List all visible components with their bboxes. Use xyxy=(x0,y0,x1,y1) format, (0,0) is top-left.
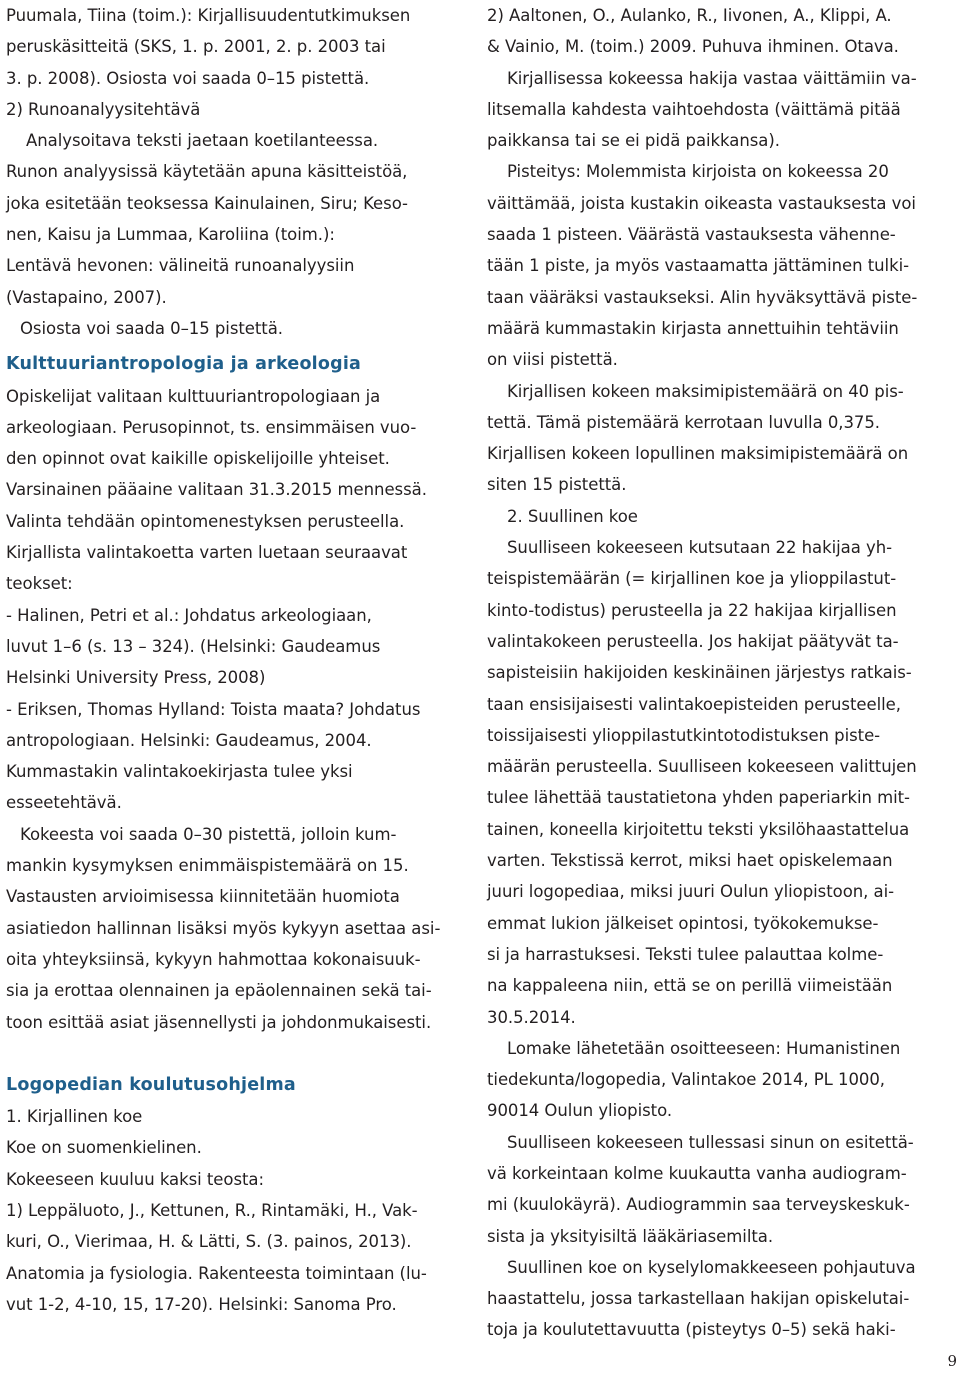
text-line: juuri logopediaa, miksi juuri Oulun yliopistoon, ai- xyxy=(487,882,895,902)
text-line: määrä kummastakin kirjasta annettuihin tehtäviin xyxy=(487,318,899,338)
text-line: 3. p. 2008). Osiosta voi saada 0–15 pistettä. xyxy=(6,68,370,88)
section-heading-speech-therapy: Logopedian koulutusohjelma xyxy=(6,1074,296,1095)
text-line: taan vääräksi vastaukseksi. Alin hyväksyttävä piste- xyxy=(487,287,918,307)
text-line: 30.5.2014. xyxy=(487,1007,576,1027)
text-line: mankin kysymyksen enimmäispistemäärä on 15. xyxy=(6,856,409,876)
text-line: litsemalla kahdesta vaihtoehdosta (väittämä pitää xyxy=(487,99,901,119)
text-line: Pisteitys: Molemmista kirjoista on kokeessa 20 xyxy=(507,162,889,182)
text-line: teokset: xyxy=(6,574,73,594)
text-line: (Vastapaino, 2007). xyxy=(6,287,167,307)
text-line: haastattelu, jossa tarkastellaan hakijan opiskelutai- xyxy=(487,1289,910,1309)
text-line: Opiskelijat valitaan kulttuuriantropologiaan ja xyxy=(6,386,381,406)
text-line: Kirjallisen kokeen maksimipistemäärä on 40 pis- xyxy=(507,381,904,401)
text-line: saada 1 pisteen. Väärästä vastauksesta vähenne- xyxy=(487,225,896,245)
text-line: vut 1-2, 4-10, 15, 17-20). Helsinki: Sanoma Pro. xyxy=(6,1294,397,1314)
text-line: Analysoitava teksti jaetaan koetilanteessa. xyxy=(26,131,379,151)
text-line: Osiosta voi saada 0–15 pistettä. xyxy=(20,318,283,338)
text-line: asiatiedon hallinnan lisäksi myös kykyyn asettaa asi- xyxy=(6,918,441,938)
text-line: Anatomia ja fysiologia. Rakenteesta toimintaan (lu- xyxy=(6,1263,427,1283)
text-line: varten. Tekstissä kerrot, miksi haet opiskelemaan xyxy=(487,851,893,871)
text-line: 2) Aaltonen, O., Aulanko, R., Iivonen, A., Klippi, A. xyxy=(487,6,892,25)
text-line: Vastausten arvioimisessa kiinnitetään huomiota xyxy=(6,887,400,907)
text-line: valintakokeen perusteella. Jos hakijat päätyvät ta- xyxy=(487,631,899,651)
text-line: peruskäsitteitä (SKS, 1. p. 2001, 2. p. 2003 tai xyxy=(6,37,386,57)
text-line: Helsinki University Press, 2008) xyxy=(6,668,266,688)
text-line: Puumala, Tiina (toim.): Kirjallisuudentutkimuksen xyxy=(6,6,411,25)
text-line: Kirjallisessa kokeessa hakija vastaa väittämiin va- xyxy=(507,68,917,88)
text-line: Kokeesta voi saada 0–30 pistettä, jolloin kum- xyxy=(20,824,397,844)
text-line: joka esitetään teoksessa Kainulainen, Siru; Keso- xyxy=(6,193,408,213)
text-line: paikkansa tai se ei pidä paikkansa). xyxy=(487,131,780,151)
text-line: Suulliseen kokeeseen tullessasi sinun on esitettä- xyxy=(507,1132,914,1152)
text-line: mi (kuulokäyrä). Audiogrammin saa terveyskeskuk- xyxy=(487,1195,910,1215)
text-line: tiedekunta/logopedia, Valintakoe 2014, PL 1000, xyxy=(487,1070,886,1090)
text-line: tään 1 piste, ja myös vastaamatta jättäminen tulki- xyxy=(487,256,910,276)
text-line: on viisi pistettä. xyxy=(487,350,618,370)
text-line: Varsinainen pääaine valitaan 31.3.2015 mennessä. xyxy=(6,480,427,500)
text-line: nen, Kaisu ja Lummaa, Karoliina (toim.): xyxy=(6,225,335,245)
text-line: tettä. Tämä pistemäärä kerrotaan luvulla 0,375. xyxy=(487,412,881,432)
text-line: tainen, koneella kirjoitettu teksti yksilöhaastattelua xyxy=(487,819,910,839)
text-line: toon esittää asiat jäsennellysti ja johdonmukaisesti. xyxy=(6,1012,432,1032)
text-line: teispistemäärän (= kirjallinen koe ja ylioppilastut- xyxy=(487,569,897,589)
text-line: Koe on suomenkielinen. xyxy=(6,1138,202,1158)
text-line: arkeologiaan. Perusopinnot, ts. ensimmäisen vuo- xyxy=(6,417,417,437)
text-line: den opinnot ovat kaikille opiskelijoille yhteiset. xyxy=(6,449,390,469)
text-line: 2) Runoanalyysitehtävä xyxy=(6,99,201,119)
section-heading-archaeology: Kulttuuriantropologia ja arkeologia xyxy=(6,354,362,375)
text-line: toja ja koulutettavuutta (pisteytys 0–5) sekä haki- xyxy=(487,1320,896,1340)
text-line: 90014 Oulun yliopisto. xyxy=(487,1101,673,1121)
text-line: - Eriksen, Thomas Hylland: Toista maata? Johdatus xyxy=(6,699,421,719)
text-line: toissijaisesti ylioppilastutkintotodistuksen piste- xyxy=(487,725,881,745)
text-line: na kappaleena niin, että se on perillä viimeistään xyxy=(487,976,893,996)
text-line: 1) Leppäluoto, J., Kettunen, R., Rintamäki, H., Vak- xyxy=(6,1200,418,1220)
text-line: sista ja yksityisiltä lääkäriasemilta. xyxy=(487,1226,774,1246)
text-line: emmat lukion jälkeiset opintosi, työkokemukse- xyxy=(487,913,879,933)
text-line: si ja harrastuksesi. Teksti tulee palauttaa kolme- xyxy=(487,944,884,964)
left-column xyxy=(6,0,456,1320)
text-line: kinto-todistus) perusteella ja 22 hakijaa kirjallisen xyxy=(487,600,897,620)
text-line: Lomake lähetetään osoitteeseen: Humanistinen xyxy=(507,1038,901,1058)
text-line: Kokeeseen kuuluu kaksi teosta: xyxy=(6,1169,264,1189)
right-column xyxy=(487,0,937,1346)
text-line: Suulliseen kokeeseen kutsutaan 22 hakijaa yh- xyxy=(507,538,893,558)
text-line: & Vainio, M. (toim.) 2009. Puhuva ihminen. Otava. xyxy=(487,37,899,57)
text-line: Suullinen koe on kyselylomakkeeseen pohjautuva xyxy=(507,1257,916,1277)
text-line: määrän perusteella. Suulliseen kokeeseen valittujen xyxy=(487,757,917,777)
text-line: sia ja erottaa olennainen ja epäolennainen sekä tai- xyxy=(6,981,432,1001)
text-line: sapisteisiin hakijoiden keskinäinen järjestys ratkais- xyxy=(487,663,912,683)
text-line: antropologiaan. Helsinki: Gaudeamus, 2004. xyxy=(6,730,372,750)
text-line: kuri, O., Vierimaa, H. & Lätti, S. (3. painos, 2013). xyxy=(6,1232,412,1252)
text-line: - Halinen, Petri et al.: Johdatus arkeologiaan, xyxy=(6,605,372,625)
text-line: 1. Kirjallinen koe xyxy=(6,1107,143,1127)
text-line: taan ensisijaisesti valintakoepisteiden perusteelle, xyxy=(487,694,901,714)
text-line: Valinta tehdään opintomenestyksen perusteella. xyxy=(6,511,405,531)
text-line: Kirjallisen kokeen lopullinen maksimipistemäärä on xyxy=(487,444,909,464)
text-line: esseetehtävä. xyxy=(6,793,122,813)
text-line: tulee lähettää taustatietona yhden paperiarkin mit- xyxy=(487,788,910,808)
text-line: Runon analyysissä käytetään apuna käsitteistöä, xyxy=(6,162,408,182)
text-line: Lentävä hevonen: välineitä runoanalyysiin xyxy=(6,256,355,276)
text-line: Kirjallista valintakoetta varten luetaan seuraavat xyxy=(6,543,408,563)
text-line: luvut 1–6 (s. 13 – 324). (Helsinki: Gaudeamus xyxy=(6,636,381,656)
text-line: vä korkeintaan kolme kuukautta vanha audiogram- xyxy=(487,1163,907,1183)
page-number: 9 xyxy=(947,1352,957,1370)
text-line: 2. Suullinen koe xyxy=(507,506,638,526)
text-line: siten 15 pistettä. xyxy=(487,475,627,495)
text-line: oita yhteyksiinsä, kykyyn hahmottaa kokonaisuuk- xyxy=(6,949,421,969)
text-line: Kummastakin valintakoekirjasta tulee yksi xyxy=(6,762,353,782)
text-line: väittämää, joista kustakin oikeasta vastauksesta voi xyxy=(487,193,916,213)
